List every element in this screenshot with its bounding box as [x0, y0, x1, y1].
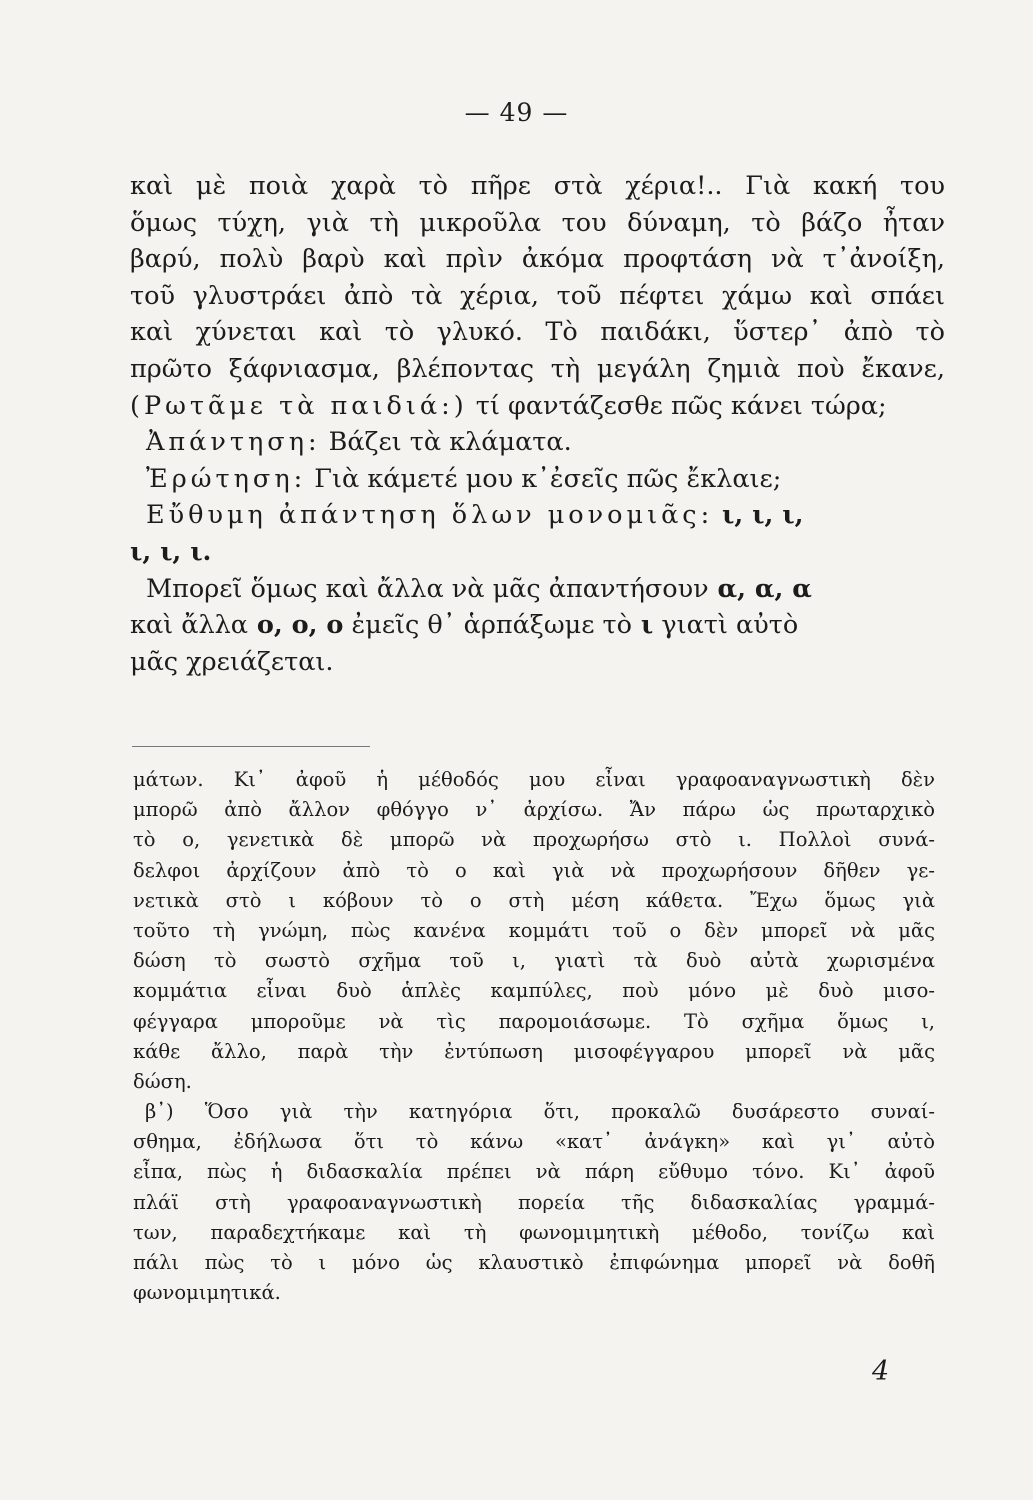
body-line-3: βαρύ, πολὺ βαρὺ καὶ πρὶν ἀκόμα προφτάση νὰ τ᾽ἀνοίξη,	[130, 244, 945, 275]
footnote-line-12: β᾽) Ὅσο γιὰ τὴν κατηγόρια ὅτι, προκαλῶ δυσάρεστο συναί-	[145, 1100, 935, 1124]
body-line-13	[130, 607, 945, 644]
answer-text: Βάζει τὰ κλάματα.	[320, 427, 572, 458]
footnote-line-14: εἶπα, πὼς ἡ διδασκαλία πρέπει νὰ πάρη εὔθυμο τόνο. Κι᾽ ἀφοῦ	[133, 1160, 935, 1184]
body-line-10	[130, 497, 945, 534]
question-label: Ἐρώτηση:	[146, 463, 307, 494]
joyful-answer-label: Εὔθυμη ἀπάντηση ὅλων μονομιᾶς:	[146, 500, 714, 531]
footnote-line-1: μάτων. Κι᾽ ἀφοῦ ἡ μέθοδός μου εἶναι γραφοαναγνωστικὴ δὲν	[133, 768, 935, 791]
iota-sounds: ι, ι, ι,	[713, 500, 804, 531]
footnote-line-9: φέγγαρα μποροῦμε νὰ τὶς παρομοιάσωμε. Τὸ σχῆμα ὅμως ι,	[133, 1009, 935, 1033]
alpha-sounds: α, α, α	[708, 573, 812, 604]
omicron-sounds: ο, ο, ο	[248, 610, 344, 641]
footnote-text	[133, 765, 935, 1308]
body-line-6: πρῶτο ξάφνιασμα, βλέποντας τὴ μεγάλη ζημιὰ ποὺ ἔκανε,	[130, 353, 945, 384]
question-body: Γιὰ κάμετέ μου κ᾽ἐσεῖς πῶς ἔκλαιε;	[306, 463, 782, 494]
body-line-2: ὅμως τύχη, γιὰ τὴ μικροῦλα του δύναμη, τὸ βάζο ἦταν	[130, 207, 945, 238]
grab-text: ἐμεῖς θ᾽ ἁρπάξωμε τὸ	[343, 610, 632, 641]
main-body-text	[130, 168, 945, 680]
footnote-line-8: κομμάτια εἶναι δυὸ ἁπλὲς καμπύλες, ποὺ μόνο μὲ δυὸ μισο-	[133, 979, 935, 1003]
question-text: τί φαντάζεσθε πῶς κάνει τώρα;	[467, 390, 887, 421]
footnote-line-2: μπορῶ ἀπὸ ἄλλον φθόγγο ν᾽ ἀρχίσω. Ἄν πάρω ὡς πρωταρχικὸ	[133, 798, 935, 822]
footnote-line-3: τὸ ο, γενετικὰ δὲ μπορῶ νὰ προχωρήσω στὸ ι. Πολλοὶ συνά-	[133, 828, 935, 852]
body-line-11: ι, ι, ι.	[130, 536, 212, 567]
footnote-divider	[132, 746, 370, 747]
because-text: γιατὶ αὐτὸ	[653, 610, 799, 641]
footnote-line-17: πάλι πὼς τὸ ι μόνο ὡς κλαυστικὸ ἐπιφώνημα μπορεῖ νὰ δοθῆ	[133, 1251, 935, 1274]
footnote-line-13: σθημα, ἐδήλωσα ὅτι τὸ κάνω «κατ᾽ ἀνάγκη» καὶ γι᾽ αὐτὸ	[133, 1130, 935, 1154]
footnote-line-7: δώση τὸ σωστὸ σχῆμα τοῦ ι, γιατὶ τὰ δυὸ αὐτὰ χωρισμένα	[133, 949, 935, 973]
footnote-line-18: φωνομιμητικά.	[133, 1281, 281, 1305]
body-line-14: μᾶς χρειάζεται.	[130, 646, 334, 677]
spaced-question-prompt: (Ρωτᾶμε τὰ παιδιά:)	[130, 390, 468, 421]
footnote-line-4: δελφοι ἀρχίζουν ἀπὸ τὸ ο καὶ γιὰ νὰ προχωρήσουν δῆθεν γε-	[133, 858, 935, 882]
footnote-line-16: των, παραδεχτήκαμε καὶ τὴ φωνομιμητικὴ μέθοδο, τονίζω καὶ	[133, 1220, 935, 1244]
body-line-7	[130, 388, 945, 425]
footnote-line-6: τοῦτο τὴ γνώμη, πὼς κανένα κομμάτι τοῦ ο δὲν μπορεῖ νὰ μᾶς	[133, 918, 935, 942]
footnote-line-5: νετικὰ στὸ ι κόβουν τὸ ο στὴ μέση κάθετα. Ἔχω ὅμως γιὰ	[133, 888, 935, 912]
answer-label: Ἀπάντηση:	[146, 427, 321, 458]
footnote-line-15: πλάϊ στὴ γραφοαναγνωστικὴ πορεία τῆς διδασκαλίας γραμμά-	[133, 1190, 935, 1214]
body-line-9	[130, 461, 945, 498]
body-line-5: καὶ χύνεται καὶ τὸ γλυκό. Τὸ παιδάκι, ὕστερ᾽ ἀπὸ τὸ	[130, 317, 945, 348]
body-line-8	[130, 424, 945, 461]
body-line-1: καὶ μὲ ποιὰ χαρὰ τὸ πῆρε στὰ χέρια!.. Γιὰ κακή του	[130, 171, 945, 201]
iota-letter: ι	[632, 610, 654, 641]
alpha-intro-text: Μπορεῖ ὅμως καὶ ἄλλα νὰ μᾶς ἀπαντήσουν	[146, 573, 709, 604]
footnote-line-11: δώση.	[133, 1069, 192, 1093]
omicron-intro-text: καὶ ἄλλα	[130, 610, 249, 641]
body-line-4: τοῦ γλυστράει ἀπὸ τὰ χέρια, τοῦ πέφτει χάμω καὶ σπάει	[130, 280, 945, 311]
footnote-line-10: κάθε ἄλλο, παρὰ τὴν ἐντύπωση μισοφέγγαρου μπορεῖ νὰ μᾶς	[133, 1039, 935, 1063]
page-number: — 49 —	[464, 98, 569, 127]
signature-mark: 4	[872, 1356, 890, 1387]
body-line-12	[130, 571, 945, 608]
